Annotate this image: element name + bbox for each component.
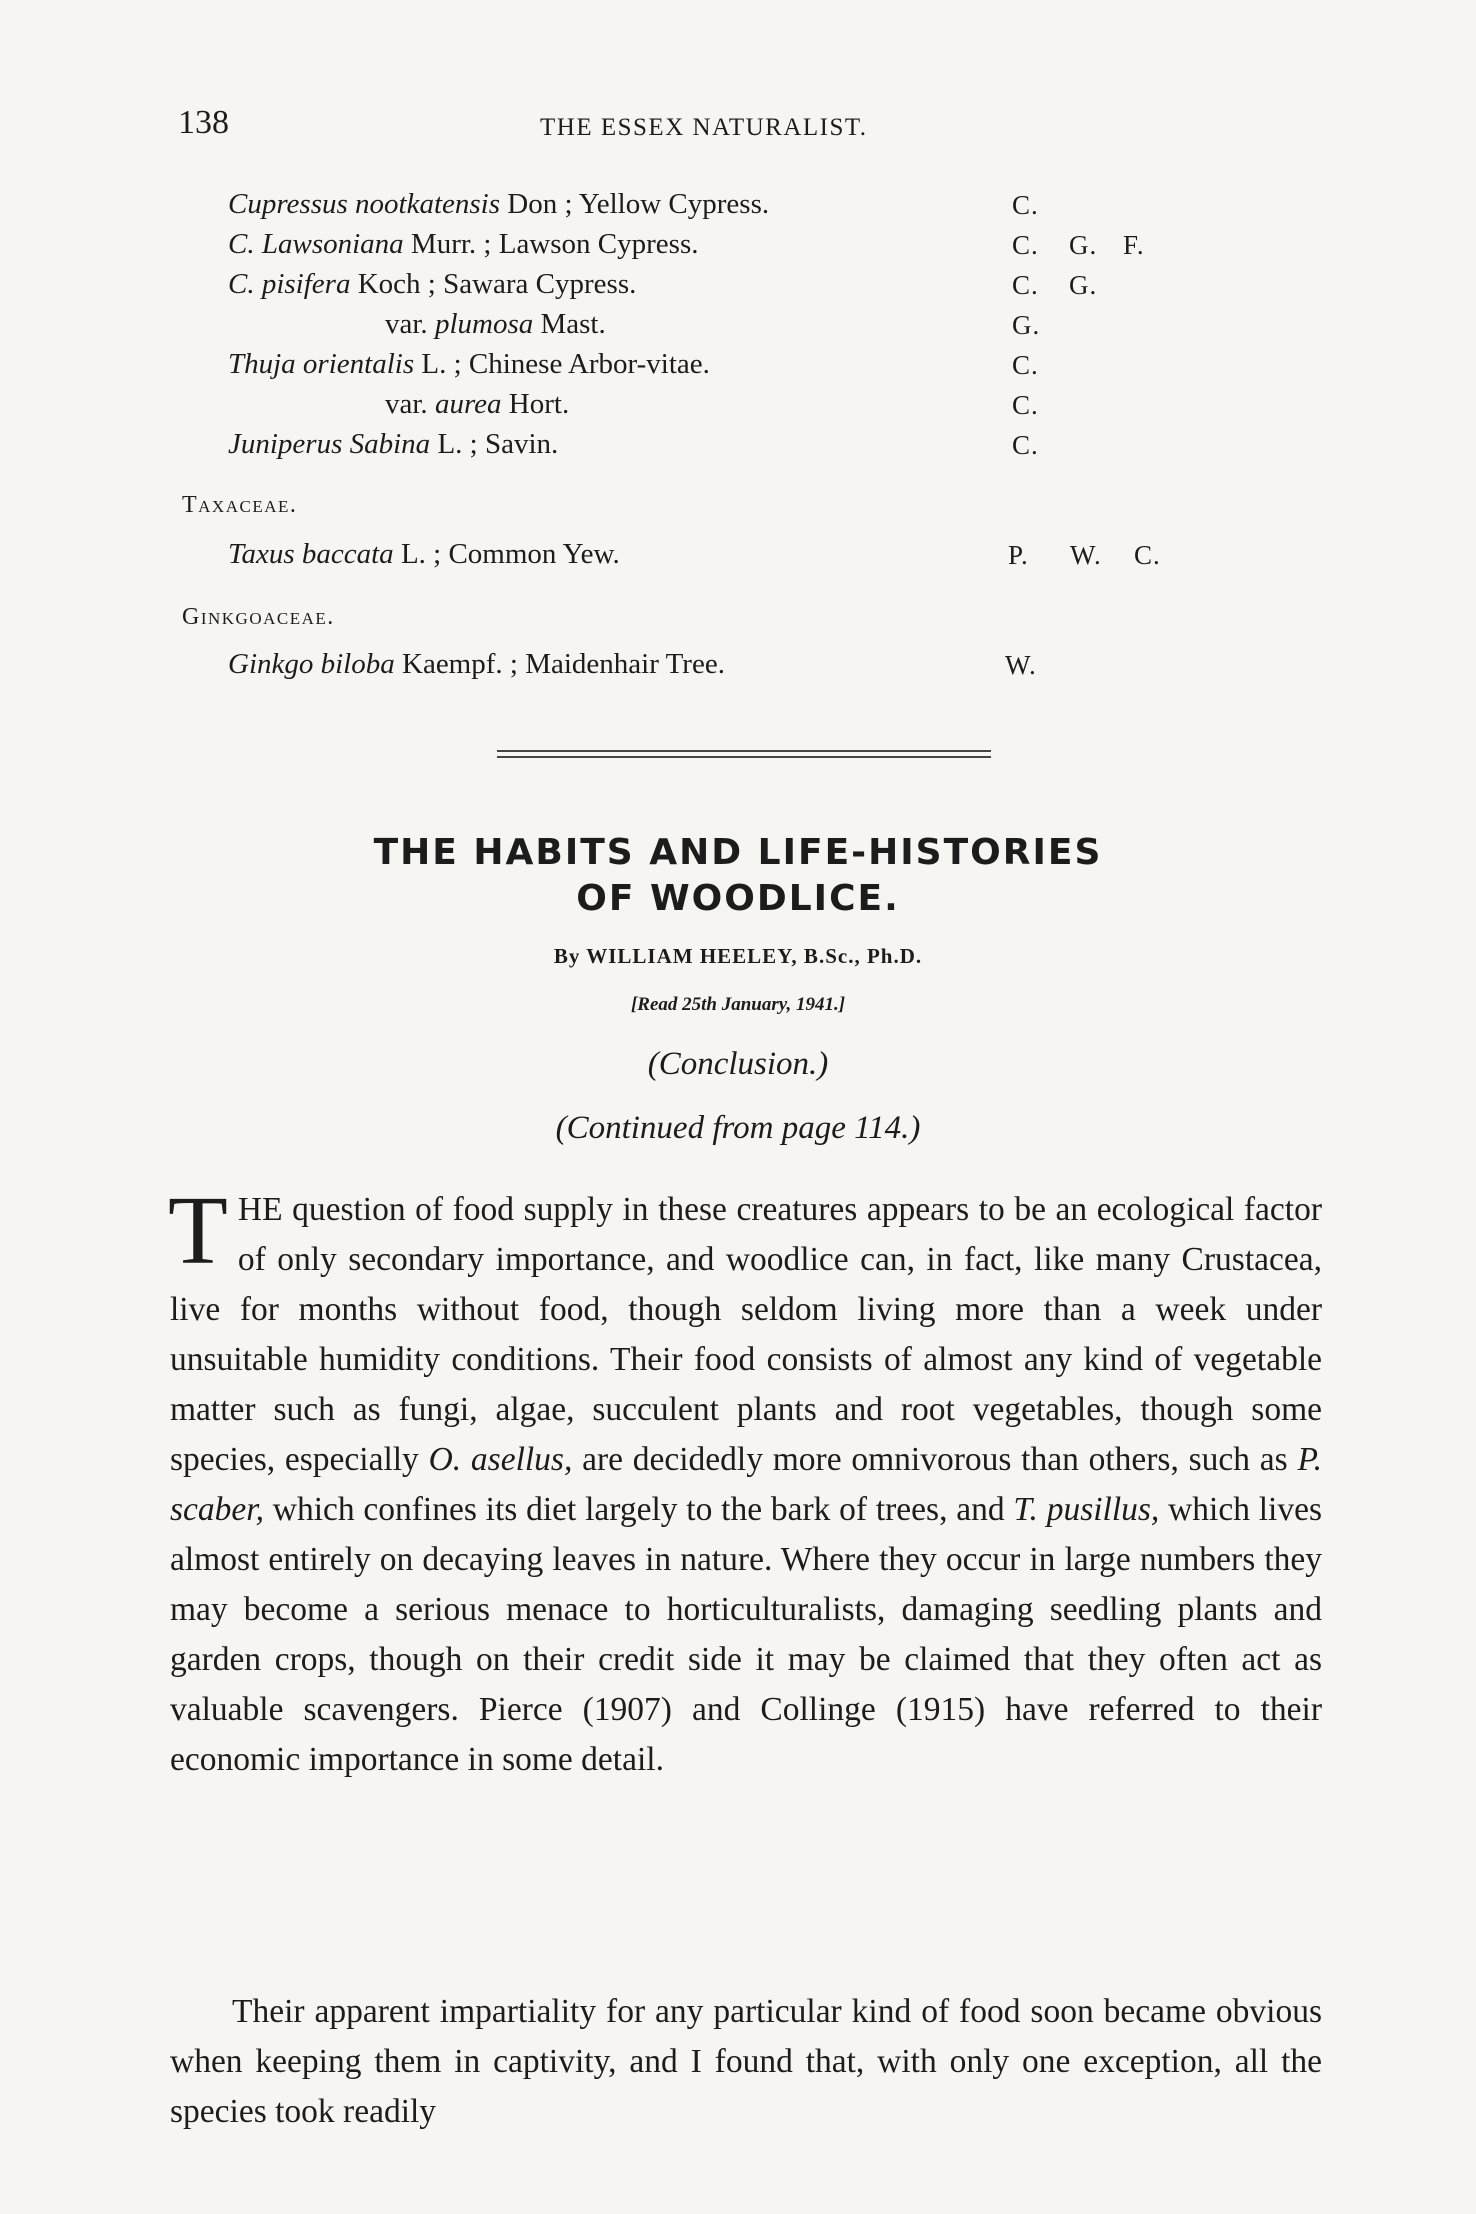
continued-note: (Continued from page 114.) [555, 1110, 921, 1146]
distribution-code: C. [1012, 230, 1039, 260]
read-date-note: [Read 25th January, 1941.] [630, 994, 846, 1015]
section-divider [497, 756, 991, 758]
species-name: T. pusillus, [1013, 1491, 1160, 1528]
distribution-code: C. [1012, 430, 1039, 460]
section-divider [497, 750, 991, 752]
distribution-code: C. [1012, 190, 1039, 220]
article-title-line-1: THE HABITS AND LIFE-HISTORIES [373, 832, 1103, 873]
running-title: THE ESSEX NATURALIST. [540, 114, 868, 141]
distribution-code: W. [1070, 540, 1102, 570]
distribution-code: C. [1134, 540, 1161, 570]
species-name: Juniperus Sabina L. ; Savin. [228, 428, 559, 460]
paragraph-1: THE question of food supply in these creatures appears to be an ecological factor of only secondary importance, and woodlice can, in fact, like many Crustacea, live for months without food, though seldom living more than a week under unsuitable humidity conditions. Their food consists of almost any kind of vegetable matter such as fungi, algae, succulent plants and root vegetables, though some species, especially O. asellus, are decidedly more omnivorous than others, such as P. scaber, which confines its diet largely to the bark of trees, and T. pusillus, which lives almost entirely on decaying leaves in nature. Where they occur in large numbers they may become a serious menace to horticulturalists, damaging seedling plants and garden crops, though on their credit side it may be claimed that they often act as valuable scavengers. Pierce (1907) and Collinge (1915) have referred to their economic importance in some detail. [168, 1177, 1323, 1778]
paragraph-2: Their apparent impartiality for any particular kind of food soon became obvious when keeping them in captivity, and I found that, with only one exception, all the species took readily [170, 1993, 1322, 2130]
species-name: O. asellus, [428, 1441, 573, 1478]
species-name: Taxus baccata L. ; Common Yew. [228, 538, 620, 570]
species-name: P. scaber, [170, 1441, 1322, 1528]
article-title-line-2: OF WOODLICE. [576, 878, 900, 919]
distribution-code: W. [1005, 650, 1037, 680]
distribution-code: C. [1012, 350, 1039, 380]
variety-name: var. aurea Hort. [385, 388, 570, 420]
species-name: C. Lawsoniana Murr. ; Lawson Cypress. [228, 228, 699, 260]
drop-cap: T [168, 1177, 228, 1285]
byline: By WILLIAM HEELEY, B.Sc., Ph.D. [553, 944, 923, 968]
lead-word: HE [237, 1191, 283, 1228]
distribution-code: G. [1069, 230, 1098, 260]
species-name: Thuja orientalis L. ; Chinese Arbor-vitae. [228, 348, 710, 380]
family-heading: Ginkgoaceae. [182, 604, 335, 630]
family-heading: Taxaceae. [182, 492, 298, 518]
page-number: 138 [178, 104, 229, 141]
conclusion-label: (Conclusion.) [647, 1046, 829, 1082]
distribution-code: P. [1008, 540, 1029, 570]
species-name: Cupressus nootkatensis Don ; Yellow Cypress. [228, 188, 770, 220]
distribution-code: G. [1069, 270, 1098, 300]
species-name: Ginkgo biloba Kaempf. ; Maidenhair Tree. [228, 648, 725, 680]
distribution-code: F. [1123, 230, 1145, 260]
distribution-code: C. [1012, 390, 1039, 420]
variety-name: var. plumosa Mast. [385, 308, 606, 340]
distribution-code: C. [1012, 270, 1039, 300]
distribution-code: G. [1012, 310, 1041, 340]
species-name: C. pisifera Koch ; Sawara Cypress. [228, 268, 637, 300]
